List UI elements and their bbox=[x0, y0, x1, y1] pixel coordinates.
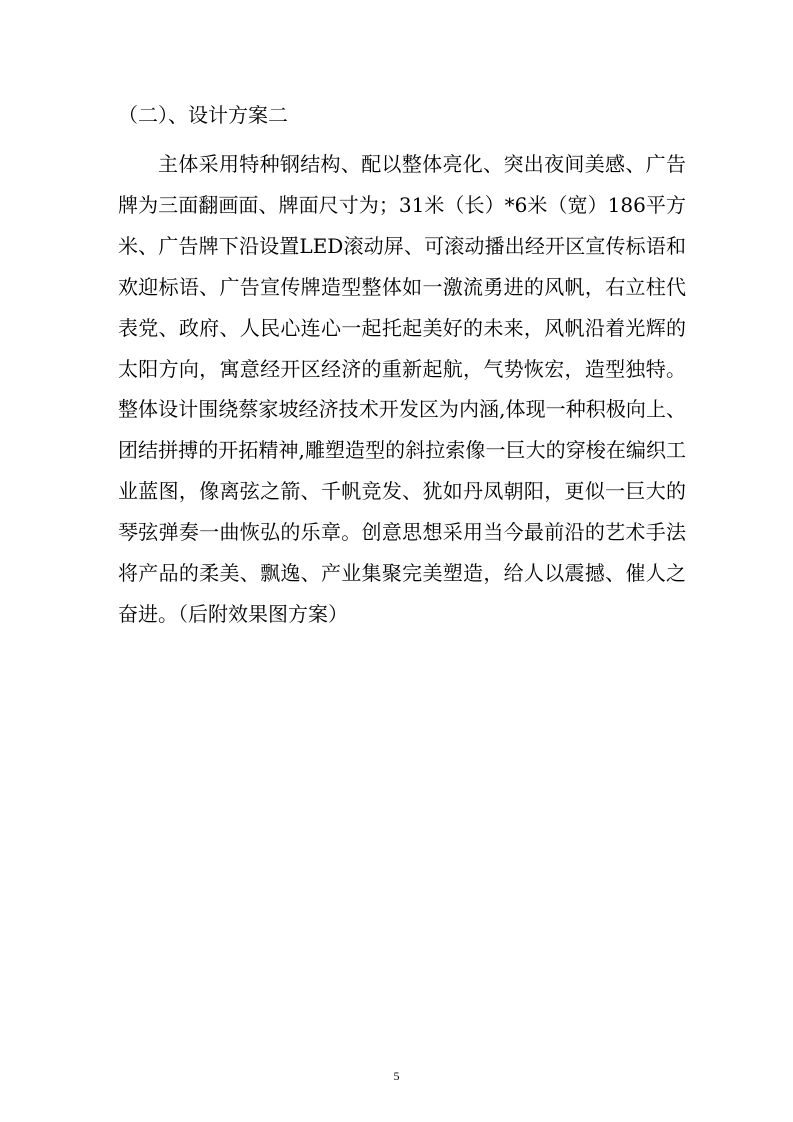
section-heading: （二）、设计方案二 bbox=[118, 103, 288, 127]
page-number: 5 bbox=[393, 1069, 400, 1083]
body-paragraph: 主体采用特种钢结构、配以整体亮化、突出夜间美感、广告牌为三面翻画面、牌面尺寸为；31米（长）*6米（宽）186平方米、广告牌下沿设置LED滚动屏、可滚动播出经开区宣传标语和欢迎标语、广告宣传牌造型整体如一激流勇进的风帆，右立柱代表党、政府、人民心连心一起托起美好的未来，风帆沿着光辉的太阳方向，寓意经开区经济的重新起航，气势恢宏，造型独特。整体设计围绕蔡家坡经济技术开发区为内涵,体现一种积极向上、团结拼搏的开拓精神,雕塑造型的斜拉索像一巨大的穿梭在编织工业蓝图，像离弦之箭、千帆竞发、犹如丹凤朝阳，更似一巨大的琴弦弹奏一曲恢弘的乐章。创意思想采用当今最前沿的艺术手法将产品的柔美、飘逸、产业集聚完美塑造，给人以震撼、催人之奋进。（后附效果图方案） bbox=[118, 152, 686, 626]
